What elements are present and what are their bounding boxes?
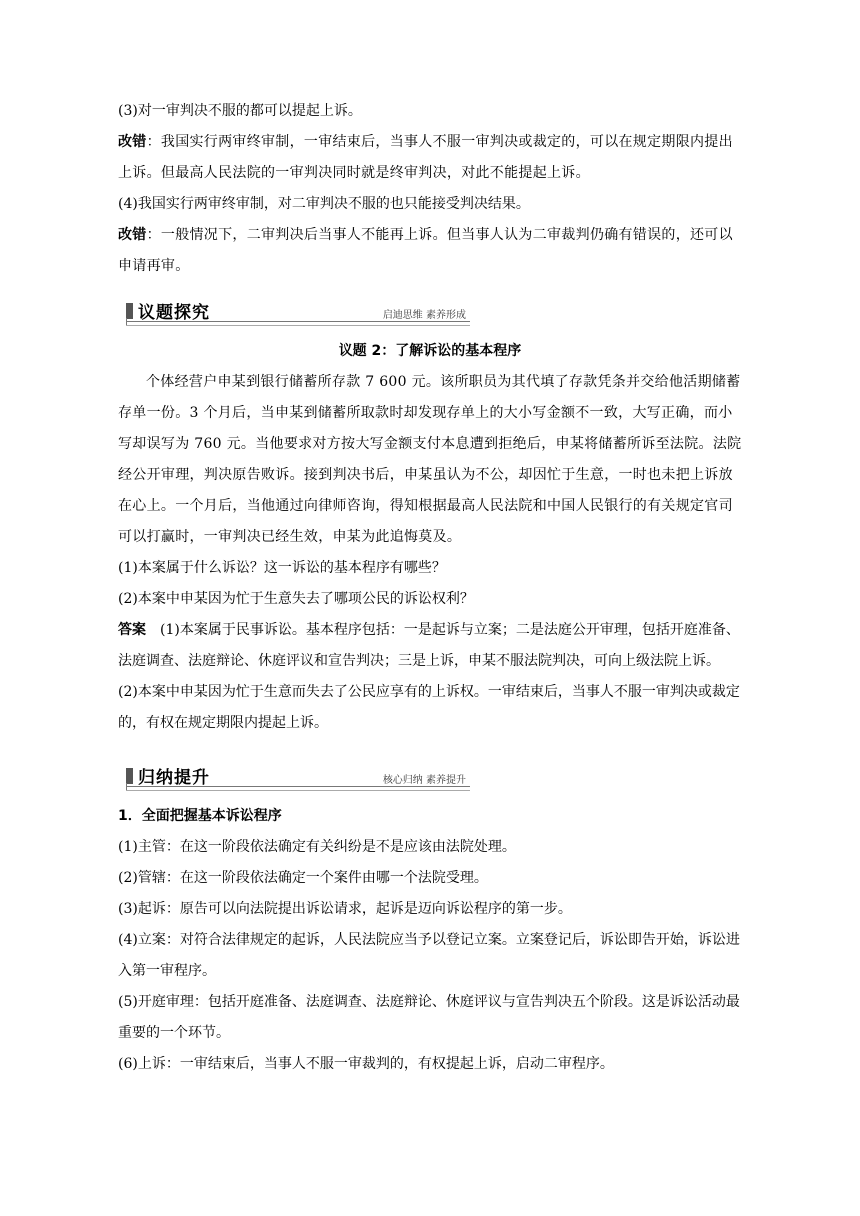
statement-3: (3)对一审判决不服的都可以提起上诉。 xyxy=(118,103,362,119)
case-description: 个体经营户申某到银行储蓄所存款 7 600 元。该所职员为其代填了存款凭条并交给他活期储蓄存单一份。3 个月后，当申某到储蓄所取款时却发现存单上的大小写金额不一致，大写正确，而小写却误写为 760 元。当他要求对方按大写金额支付本息遭到拒绝后，申某将储蓄所诉至法院。法院经公开审理，判决原告败诉。接到判决书后，申某虽认为不公，却因忙于生意，一时也未把上诉放在心上。一个月后，当他通过向律师咨询，得知根据最高人民法院和中国人民银行的有关规定官司可以打赢时，一审判决已经生效，申某为此追悔莫及。 xyxy=(118,374,742,545)
summary-item: (5)开庭审理：包括开庭准备、法庭调查、法庭辩论、休庭评议与宣告判决五个阶段。这是诉讼活动最重要的一个环节。 xyxy=(118,994,740,1041)
question-1: (1)本案属于什么诉讼？这一诉讼的基本程序有哪些？ xyxy=(118,560,446,576)
correction-4 xyxy=(118,220,742,282)
document-page xyxy=(118,96,742,1080)
summary-item: (4)立案：对符合法律规定的起诉，人民法院应当予以登记立案。立案登记后，诉讼即告开始，诉讼进入第一审程序。 xyxy=(118,932,740,979)
correction-3 xyxy=(118,127,742,189)
summary-heading: 1．全面把握基本诉讼程序 xyxy=(118,808,282,824)
topic-heading: 议题 2：了解诉讼的基本程序 xyxy=(338,343,522,359)
statement-4: (4)我国实行两审终审制，对二审判决不服的也只能接受判决结果。 xyxy=(118,196,530,212)
summary-item: (6)上诉：一审结束后，当事人不服一审裁判的，有权提起上诉，启动二审程序。 xyxy=(118,1056,614,1072)
correction-text: ：我国实行两审终审制，一审结束后，当事人不服一审判决或裁定的，可以在规定期限内提出上诉。但最高人民法院的一审判决同时就是终审判决，对此不能提起上诉。 xyxy=(118,134,733,181)
summary-item: (3)起诉：原告可以向法院提出诉讼请求，起诉是迈向诉讼程序的第一步。 xyxy=(118,901,572,917)
section-subtitle: 启迪思维 素养形成 xyxy=(382,310,466,321)
section-title: 议题探究 xyxy=(138,303,210,323)
summary-item: (2)管辖：在这一阶段依法确定一个案件由哪一个法院受理。 xyxy=(118,870,488,886)
summary-item: (1)主管：在这一阶段依法确定有关纠纷是不是应该由法院处理。 xyxy=(118,839,516,855)
section-header-summary xyxy=(118,759,470,793)
section-title: 归纳提升 xyxy=(138,768,210,788)
section-subtitle: 核心归纳 素养提升 xyxy=(382,775,466,786)
section-header-explore xyxy=(118,294,470,328)
section-marker-icon xyxy=(126,303,133,319)
correction-label: 改错 xyxy=(118,134,147,150)
answer-text: (1)本案属于民事诉讼。基本程序包括：一是起诉与立案；二是法庭公开审理，包括开庭准备、法庭调查、法庭辩论、休庭评议和宣告判决；三是上诉，申某不服法院判决，可向上级法院上诉。 xyxy=(118,622,740,669)
answer-2: (2)本案中申某因为忙于生意而失去了公民应享有的上诉权。一审结束后，当事人不服一审判决或裁定的，有权在规定期限内提起上诉。 xyxy=(118,684,740,731)
section-marker-icon xyxy=(126,768,133,784)
question-2: (2)本案中申某因为忙于生意失去了哪项公民的诉讼权利？ xyxy=(118,591,474,607)
answer-label: 答案 xyxy=(118,622,146,638)
correction-label: 改错 xyxy=(118,227,147,243)
section-rule xyxy=(126,325,470,326)
correction-text: ：一般情况下，二审判决后当事人不能再上诉。但当事人认为二审裁判仍确有错误的，还可以申请再审。 xyxy=(118,227,733,274)
answer-1 xyxy=(118,615,742,677)
section-rule xyxy=(126,790,470,791)
